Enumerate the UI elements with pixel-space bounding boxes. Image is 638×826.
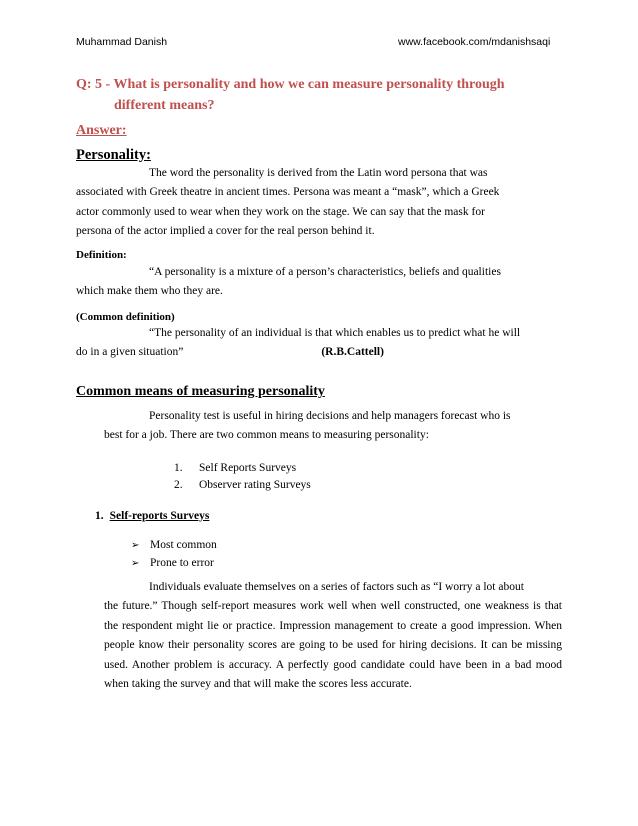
list-item (131, 555, 217, 573)
arrow-bullet-icon: ➢ (131, 540, 140, 551)
definition-heading: Definition: (76, 249, 127, 261)
list-item-text: Observer rating Surveys (199, 478, 311, 491)
measuring-heading: Common means of measuring personality (76, 384, 325, 399)
definition-line-2: which make them who they are. (76, 285, 223, 298)
measuring-list (149, 460, 311, 493)
common-definition-paragraph (76, 324, 558, 363)
question-line-1: Q: 5 - What is personality and how we can measure personality through (76, 77, 505, 92)
question-heading (76, 74, 556, 116)
bullet-text: Prone to error (150, 556, 214, 569)
measuring-paragraph (104, 407, 562, 446)
cattell-attribution: (R.B.Cattell) (321, 346, 384, 359)
self-reports-body: the future.” Though self-report measures work well when well constructed, one weakness is that the respondent might lie or practice. Impression management to create a good impression. When people know their personality scores are going to be used for hiring decisions. It can be missing used. Another problem is accuracy. A perfectly good candidate could have been in a bad mood when taking the survey and that will make the scores less accurate. (104, 600, 562, 691)
answer-label: Answer: (76, 123, 127, 138)
definition-line-1: “A personality is a mixture of a person’s characteristics, beliefs and qualities (149, 266, 501, 278)
list-item-number: 1. (174, 462, 183, 474)
question-line-2: different means? (114, 98, 215, 113)
common-definition-heading: (Common definition) (76, 311, 175, 323)
self-reports-heading (95, 510, 209, 522)
self-reports-title: Self-reports Surveys (109, 510, 210, 522)
header-url[interactable]: www.facebook.com/mdanishsaqi (398, 36, 551, 48)
definition-paragraph (76, 263, 558, 302)
common-definition-line-2-wrap (76, 343, 558, 362)
self-reports-paragraph (104, 578, 562, 694)
header-author: Muhammad Danish (76, 36, 168, 48)
personality-line-4: persona of the actor implied a cover for the real person behind it. (76, 225, 375, 238)
arrow-bullet-icon: ➢ (131, 557, 140, 569)
personality-paragraph (76, 164, 558, 242)
self-reports-line-1: Individuals evaluate themselves on a series of factors such as “I worry a lot about (149, 581, 524, 593)
list-item (149, 460, 311, 477)
list-item-text: Self Reports Surveys (199, 462, 297, 474)
personality-heading: Personality: (76, 147, 151, 163)
list-item (149, 477, 311, 494)
measuring-line-1: Personality test is useful in hiring decisions and help managers forecast who is (149, 410, 511, 422)
personality-line-1: The word the personality is derived from the Latin word persona that was (149, 167, 488, 179)
list-item (131, 537, 217, 555)
bullet-text: Most common (150, 539, 217, 551)
self-reports-number: 1. (95, 510, 104, 522)
personality-line-2: associated with Greek theatre in ancient times. Persona was meant a “mask”, which a Greek (76, 186, 500, 199)
common-definition-line-2: do in a given situation” (76, 346, 184, 359)
self-reports-bullets (131, 537, 217, 572)
personality-line-3: actor commonly used to wear when they work on the stage. We can say that the mask for (76, 205, 485, 218)
list-item-number: 2. (174, 478, 183, 491)
common-definition-line-1: “The personality of an individual is that which enables us to predict what he will (149, 327, 521, 339)
measuring-line-2: best for a job. There are two common means to measuring personality: (104, 429, 429, 442)
